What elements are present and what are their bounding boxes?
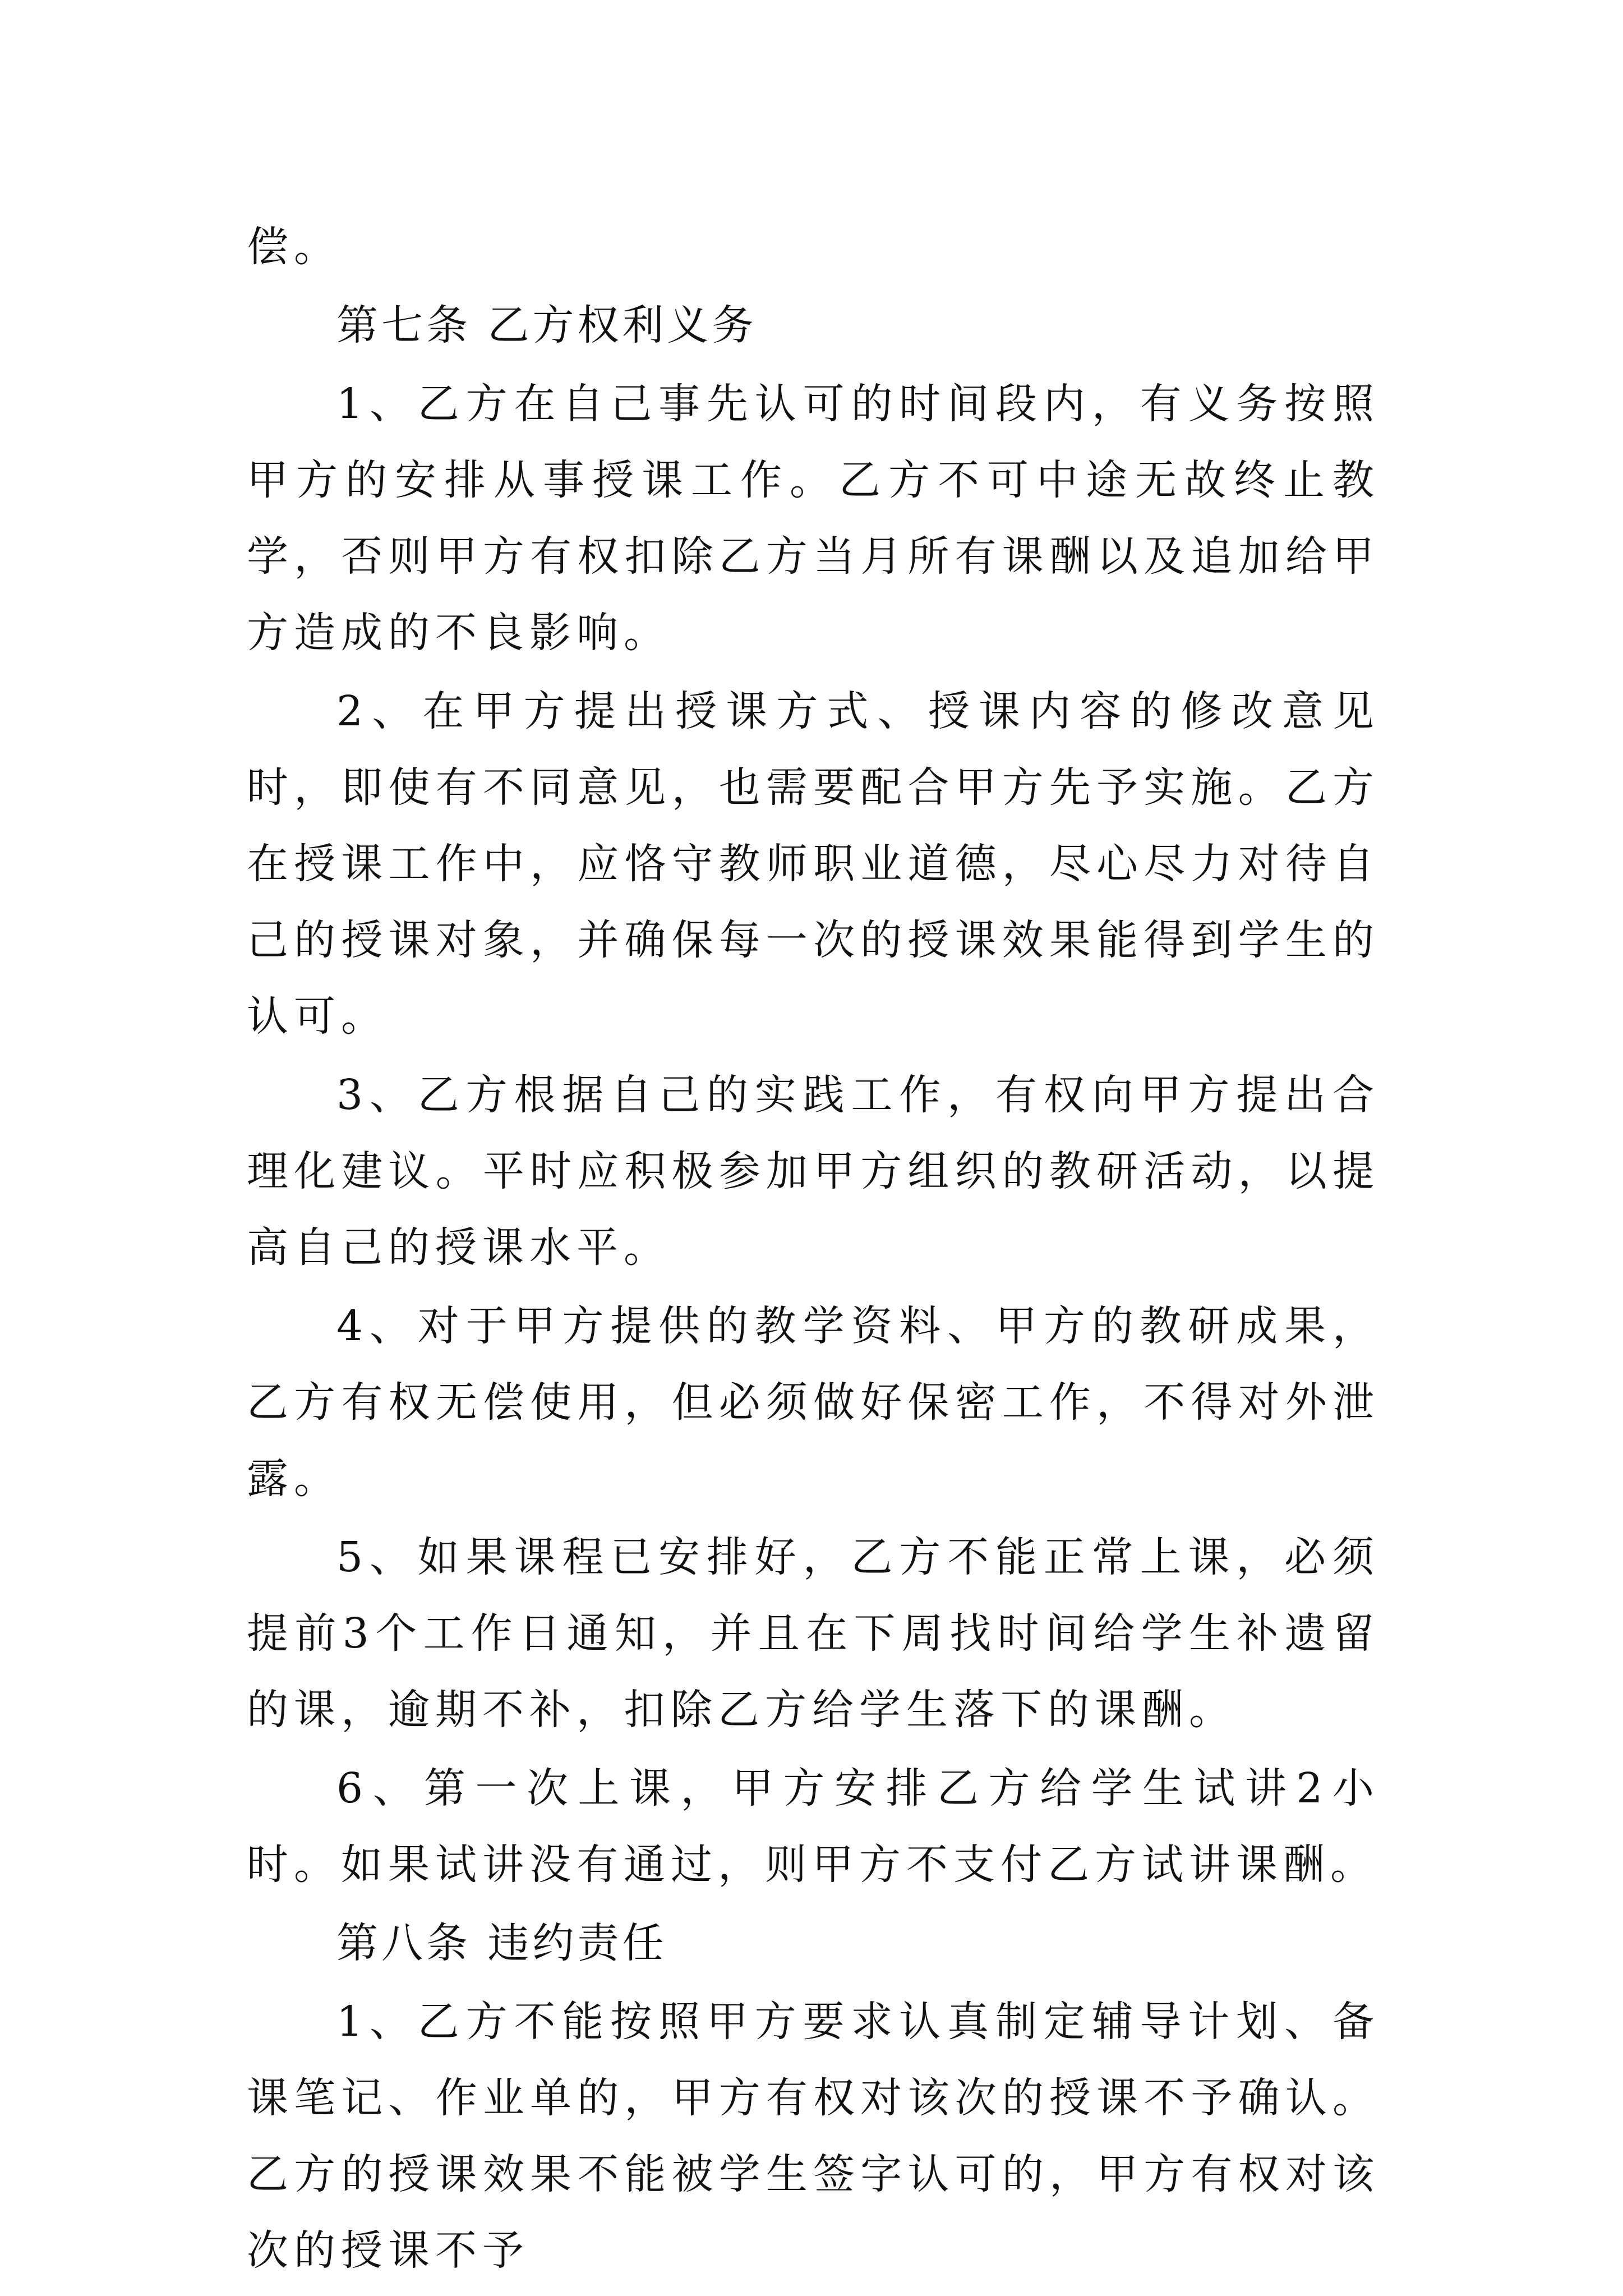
document-body <box>247 209 1380 2291</box>
article-7-item-5: 5、如果课程已安排好，乙方不能正常上课，必须提前3个工作日通知，并且在下周找时间给学生补遗留的课，逾期不补，扣除乙方给学生落下的课酬。 <box>247 1533 1380 1734</box>
section-heading-article-7: 第七条 乙方权利义务 <box>336 301 757 349</box>
article-7-item-6: 6、第一次上课，甲方安排乙方给学生试讲2小时。如果试讲没有通过，则甲方不支付乙方试讲课酬。 <box>247 1764 1380 1889</box>
article-7-item-4: 4、对于甲方提供的教学资料、甲方的教研成果，乙方有权无偿使用，但必须做好保密工作，不得对外泄露。 <box>247 1302 1380 1503</box>
article-7-item-2: 2、在甲方提出授课方式、授课内容的修改意见时，即使有不同意见，也需要配合甲方先予实施。乙方在授课工作中，应恪守教师职业道德，尽心尽力对待自己的授课对象，并确保每一次的授课效果能得到学生的认可。 <box>247 687 1380 1041</box>
article-7-item-3: 3、乙方根据自己的实践工作，有权向甲方提出合理化建议。平时应积极参加甲方组织的教研活动，以提高自己的授课水平。 <box>247 1071 1380 1272</box>
paragraph-continuation: 偿。 <box>247 223 341 271</box>
article-7-item-1: 1、乙方在自己事先认可的时间段内，有义务按照甲方的安排从事授课工作。乙方不可中途无故终止教学，否则甲方有权扣除乙方当月所有课酬以及追加给甲方造成的不良影响。 <box>247 380 1380 657</box>
article-8-item-1: 1、乙方不能按照甲方要求认真制定辅导计划、备课笔记、作业单的，甲方有权对该次的授课不予确认。乙方的授课效果不能被学生签字认可的，甲方有权对该次的授课不予 <box>247 1998 1380 2275</box>
section-heading-article-8: 第八条 违约责任 <box>336 1919 667 1967</box>
